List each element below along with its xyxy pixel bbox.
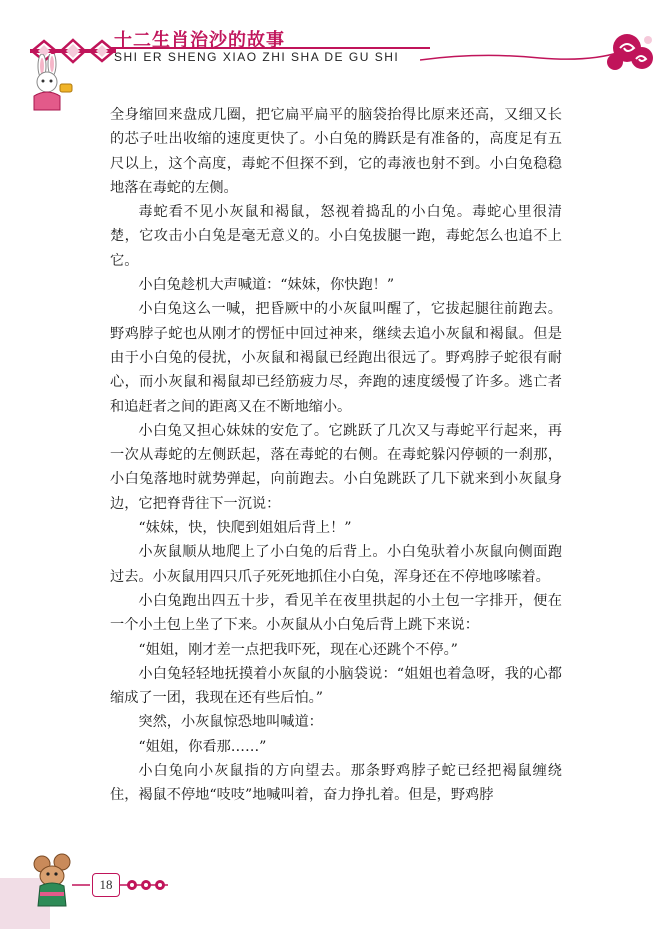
book-title: 十二生肖治沙的故事 <box>114 30 285 51</box>
paragraph: 小白兔轻轻地抚摸着小灰鼠的小脑袋说：“姐姐也着急呀，我的心都缩成了一团，我现在还有些后怕。” <box>110 665 562 707</box>
paragraph: 小白兔趁机大声喊道：“妹妹，你快跑！” <box>138 277 395 294</box>
paragraph: 小白兔向小灰鼠指的方向望去。那条野鸡脖子蛇已经把褐鼠缠绕住，褐鼠不停地“吱吱”地喊叫着，奋力挣扎着。但是，野鸡脖 <box>110 763 562 804</box>
mouse-mascot-icon <box>30 852 78 914</box>
cloud-ornament-icon <box>420 22 660 82</box>
paragraph: “姐姐，你看那……” <box>138 738 267 755</box>
page-number: 18 <box>92 873 120 897</box>
paragraph: “姐姐，刚才差一点把我吓死，现在心还跳个不停。” <box>138 641 458 658</box>
paragraph: “妹妹，快，快爬到姐姐后背上！” <box>138 520 352 537</box>
paragraph: 小白兔这么一喊，把昏厥中的小灰鼠叫醒了，它拔起腿往前跑去。野鸡脖子蛇也从刚才的愣怔中回过神来，继续去追小灰鼠和褐鼠。但是由于小白兔的侵扰，小灰鼠和褐鼠已经跑出很远了。野鸡脖子蛇很有耐心，而小灰鼠和褐鼠却已经筋疲力尽，奔跑的速度缓慢了许多。逃亡者和追赶者之间的距离又在不断地缩小。 <box>110 301 562 415</box>
page-footer <box>0 848 665 929</box>
paragraph: 小灰鼠顺从地爬上了小白兔的后背上。小白兔驮着小灰鼠向侧面跑过去。小灰鼠用四只爪子死死地抓住小白兔，浑身还在不停地哆嗦着。 <box>110 544 562 585</box>
paragraph: 小白兔又担心妹妹的安危了。它跳跃了几次又与毒蛇平行起来，再一次从毒蛇的左侧跃起，落在毒蛇的右侧。在毒蛇躲闪停顿的一刹那，小白兔落地时就势弹起，向前跑去。小白兔跳跃了几下就来到小灰鼠身边，它把脊背往下一沉说： <box>110 422 562 512</box>
page-header <box>0 0 665 110</box>
paragraph: 突然，小灰鼠惊恐地叫喊道： <box>138 714 323 731</box>
book-title-pinyin: SHI ER SHENG XIAO ZHI SHA DE GU SHI <box>114 50 400 64</box>
paragraph: 小白兔跑出四五十步，看见羊在夜里拱起的小土包一字排开，便在一个小土包上坐了下来。小灰鼠从小白兔后背上跳下来说： <box>110 592 562 634</box>
paragraph: 毒蛇看不见小灰鼠和褐鼠，怒视着捣乱的小白兔。毒蛇心里很清楚，它攻击小白兔是毫无意义的。小白兔拔腿一跑，毒蛇怎么也追不上它。 <box>110 204 562 269</box>
page-number-ornament-icon <box>72 874 168 896</box>
story-text <box>110 103 562 808</box>
rabbit-illustration-icon <box>20 54 80 114</box>
paragraph: 全身缩回来盘成几圈，把它扁平扁平的脑袋抬得比原来还高，又细又长的芯子吐出收缩的速度更快了。小白兔的腾跃是有准备的，高度足有五尺以上，这个高度，毒蛇不但探不到，它的毒液也射不到。小白兔稳稳地落在毒蛇的左侧。 <box>110 107 562 196</box>
